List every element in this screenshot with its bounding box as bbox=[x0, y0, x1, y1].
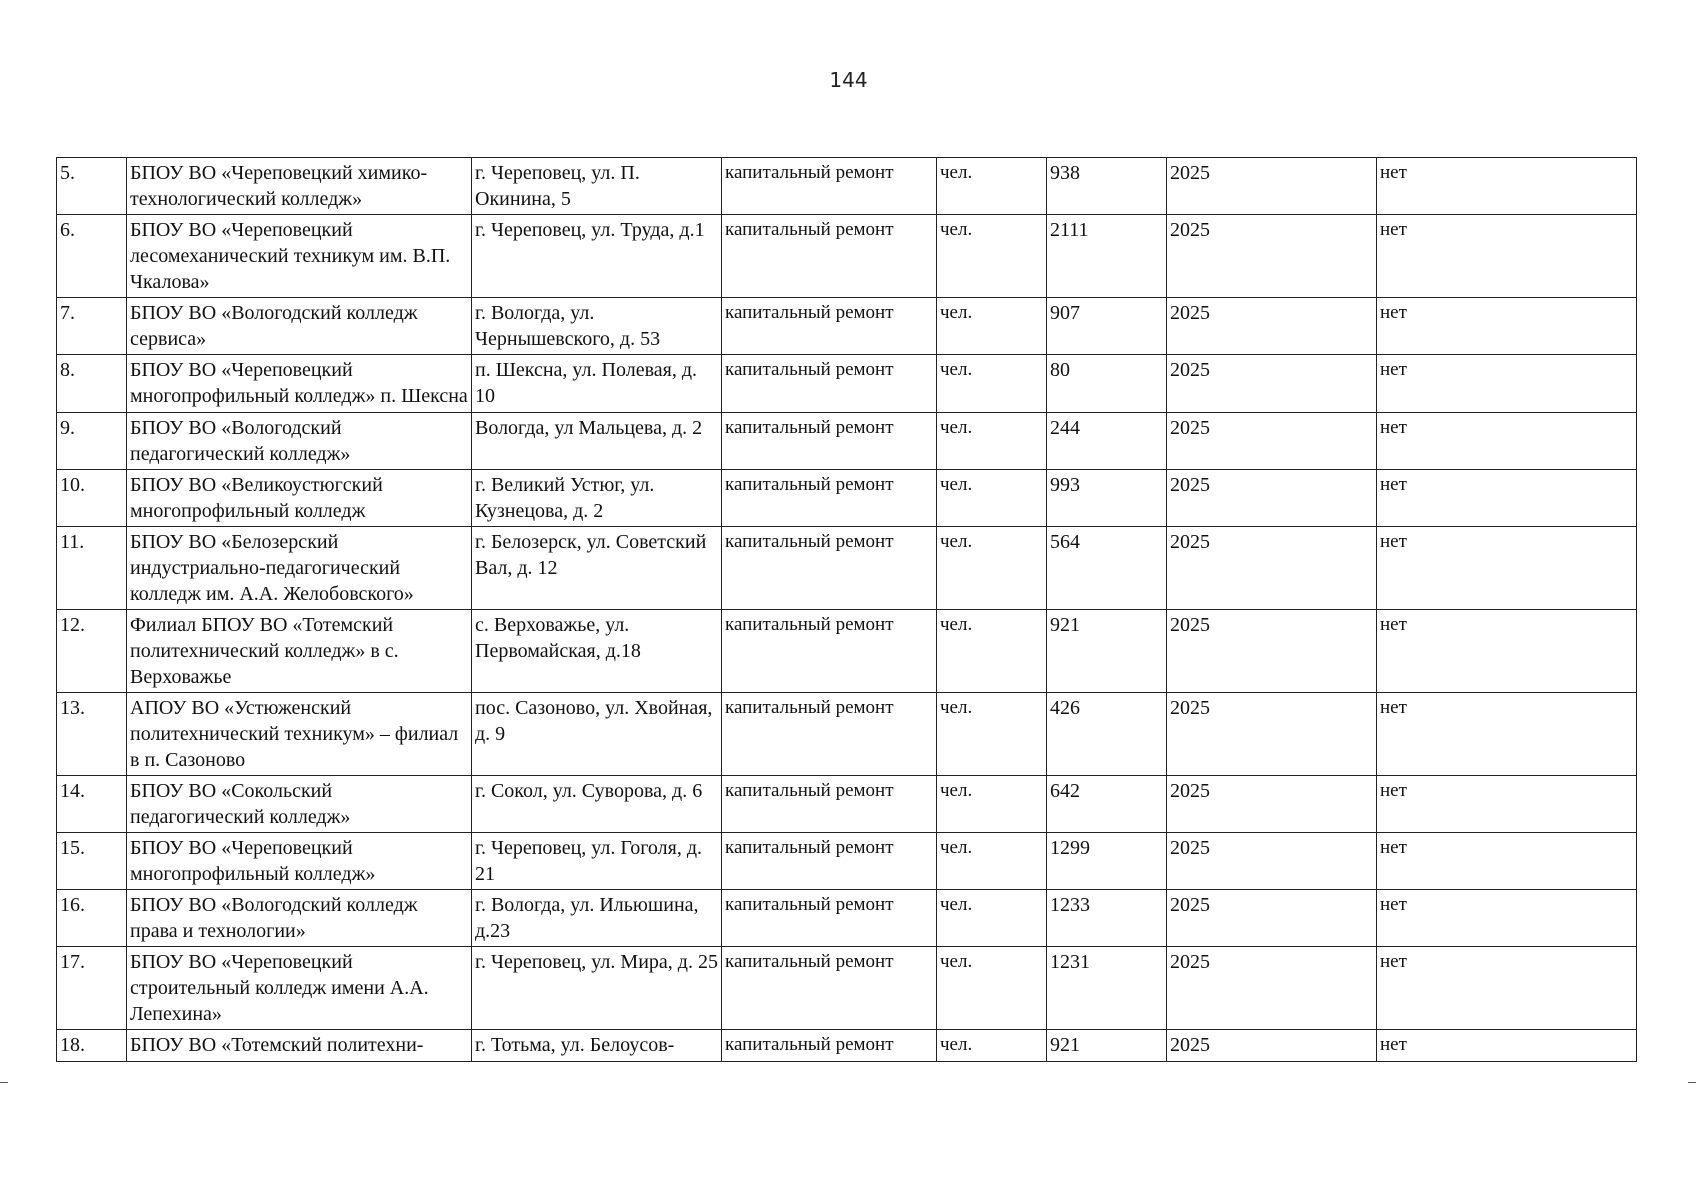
table-row bbox=[57, 833, 1637, 890]
table-row bbox=[57, 158, 1637, 215]
unit-cell: чел. bbox=[937, 413, 1047, 470]
row-number-cell: 14. bbox=[57, 776, 127, 833]
institution-name-cell: БПОУ ВО «Череповецкий строительный колледж имени А.А. Лепехина» bbox=[127, 947, 472, 1030]
work-type-cell: капитальный ремонт bbox=[722, 776, 937, 833]
flag-cell: нет bbox=[1377, 158, 1637, 215]
work-type-cell: капитальный ремонт bbox=[722, 890, 937, 947]
address-cell: г. Череповец, ул. П. Окинина, 5 bbox=[472, 158, 722, 215]
address-cell: Вологда, ул Мальцева, д. 2 bbox=[472, 413, 722, 470]
row-number-cell: 6. bbox=[57, 215, 127, 298]
value-cell: 80 bbox=[1047, 355, 1167, 413]
value-cell: 2111 bbox=[1047, 215, 1167, 298]
institution-name-cell: Филиал БПОУ ВО «Тотемский политехнический колледж» в с. Верховажье bbox=[127, 610, 472, 693]
year-cell: 2025 bbox=[1167, 776, 1377, 833]
flag-cell: нет bbox=[1377, 947, 1637, 1030]
year-cell: 2025 bbox=[1167, 470, 1377, 527]
institution-name-cell: БПОУ ВО «Череповецкий многопрофильный колледж» bbox=[127, 833, 472, 890]
unit-cell: чел. bbox=[937, 833, 1047, 890]
row-number-cell: 17. bbox=[57, 947, 127, 1030]
year-cell: 2025 bbox=[1167, 1030, 1377, 1062]
year-cell: 2025 bbox=[1167, 158, 1377, 215]
work-type-cell: капитальный ремонт bbox=[722, 527, 937, 610]
work-type-cell: капитальный ремонт bbox=[722, 215, 937, 298]
row-number-cell: 5. bbox=[57, 158, 127, 215]
unit-cell: чел. bbox=[937, 1030, 1047, 1062]
address-cell: г. Сокол, ул. Суворова, д. 6 bbox=[472, 776, 722, 833]
flag-cell: нет bbox=[1377, 1030, 1637, 1062]
flag-cell: нет bbox=[1377, 833, 1637, 890]
value-cell: 921 bbox=[1047, 1030, 1167, 1062]
work-type-cell: капитальный ремонт bbox=[722, 693, 937, 776]
work-type-cell: капитальный ремонт bbox=[722, 158, 937, 215]
flag-cell: нет bbox=[1377, 413, 1637, 470]
unit-cell: чел. bbox=[937, 158, 1047, 215]
value-cell: 1233 bbox=[1047, 890, 1167, 947]
flag-cell: нет bbox=[1377, 355, 1637, 413]
value-cell: 1299 bbox=[1047, 833, 1167, 890]
table-row bbox=[57, 470, 1637, 527]
flag-cell: нет bbox=[1377, 693, 1637, 776]
flag-cell: нет bbox=[1377, 776, 1637, 833]
year-cell: 2025 bbox=[1167, 947, 1377, 1030]
value-cell: 564 bbox=[1047, 527, 1167, 610]
work-type-cell: капитальный ремонт bbox=[722, 947, 937, 1030]
institution-name-cell: АПОУ ВО «Устюженский политехнический техникум» – филиал в п. Сазоново bbox=[127, 693, 472, 776]
year-cell: 2025 bbox=[1167, 298, 1377, 355]
work-type-cell: капитальный ремонт bbox=[722, 1030, 937, 1062]
unit-cell: чел. bbox=[937, 947, 1047, 1030]
value-cell: 938 bbox=[1047, 158, 1167, 215]
address-cell: г. Вологда, ул. Чернышевского, д. 53 bbox=[472, 298, 722, 355]
work-type-cell: капитальный ремонт bbox=[722, 610, 937, 693]
institution-name-cell: БПОУ ВО «Великоустюгский многопрофильный колледж bbox=[127, 470, 472, 527]
unit-cell: чел. bbox=[937, 610, 1047, 693]
value-cell: 244 bbox=[1047, 413, 1167, 470]
work-type-cell: капитальный ремонт bbox=[722, 355, 937, 413]
table-row bbox=[57, 776, 1637, 833]
work-type-cell: капитальный ремонт bbox=[722, 413, 937, 470]
register-body bbox=[57, 158, 1637, 1062]
table-row bbox=[57, 215, 1637, 298]
row-number-cell: 9. bbox=[57, 413, 127, 470]
unit-cell: чел. bbox=[937, 693, 1047, 776]
institution-name-cell: БПОУ ВО «Череповецкий многопрофильный колледж» п. Шексна bbox=[127, 355, 472, 413]
work-type-cell: капитальный ремонт bbox=[722, 470, 937, 527]
right-edge-mark bbox=[1688, 1082, 1696, 1083]
unit-cell: чел. bbox=[937, 527, 1047, 610]
year-cell: 2025 bbox=[1167, 215, 1377, 298]
address-cell: с. Верховажье, ул. Первомайская, д.18 bbox=[472, 610, 722, 693]
row-number-cell: 7. bbox=[57, 298, 127, 355]
table-row bbox=[57, 947, 1637, 1030]
table-row bbox=[57, 298, 1637, 355]
table-row bbox=[57, 1030, 1637, 1062]
address-cell: п. Шексна, ул. Полевая, д. 10 bbox=[472, 355, 722, 413]
work-type-cell: капитальный ремонт bbox=[722, 833, 937, 890]
value-cell: 426 bbox=[1047, 693, 1167, 776]
row-number-cell: 18. bbox=[57, 1030, 127, 1062]
row-number-cell: 8. bbox=[57, 355, 127, 413]
row-number-cell: 16. bbox=[57, 890, 127, 947]
flag-cell: нет bbox=[1377, 890, 1637, 947]
row-number-cell: 15. bbox=[57, 833, 127, 890]
institution-name-cell: БПОУ ВО «Череповецкий лесомеханический техникум им. В.П. Чкалова» bbox=[127, 215, 472, 298]
address-cell: г. Череповец, ул. Труда, д.1 bbox=[472, 215, 722, 298]
year-cell: 2025 bbox=[1167, 610, 1377, 693]
row-number-cell: 12. bbox=[57, 610, 127, 693]
table-row bbox=[57, 527, 1637, 610]
value-cell: 993 bbox=[1047, 470, 1167, 527]
table-row bbox=[57, 890, 1637, 947]
address-cell: г. Белозерск, ул. Советский Вал, д. 12 bbox=[472, 527, 722, 610]
flag-cell: нет bbox=[1377, 470, 1637, 527]
page-number: 144 bbox=[829, 68, 868, 92]
address-cell: г. Вологда, ул. Ильюшина, д.23 bbox=[472, 890, 722, 947]
flag-cell: нет bbox=[1377, 215, 1637, 298]
value-cell: 907 bbox=[1047, 298, 1167, 355]
table-row bbox=[57, 355, 1637, 413]
row-number-cell: 10. bbox=[57, 470, 127, 527]
address-cell: пос. Сазоново, ул. Хвойная, д. 9 bbox=[472, 693, 722, 776]
institution-name-cell: БПОУ ВО «Белозерский индустриально-педагогический колледж им. А.А. Желобовского» bbox=[127, 527, 472, 610]
table-row bbox=[57, 610, 1637, 693]
flag-cell: нет bbox=[1377, 610, 1637, 693]
unit-cell: чел. bbox=[937, 355, 1047, 413]
institution-name-cell: БПОУ ВО «Тотемский политехни- bbox=[127, 1030, 472, 1062]
unit-cell: чел. bbox=[937, 470, 1047, 527]
unit-cell: чел. bbox=[937, 776, 1047, 833]
unit-cell: чел. bbox=[937, 298, 1047, 355]
value-cell: 1231 bbox=[1047, 947, 1167, 1030]
left-edge-mark bbox=[0, 1082, 8, 1083]
table-row bbox=[57, 413, 1637, 470]
work-type-cell: капитальный ремонт bbox=[722, 298, 937, 355]
value-cell: 642 bbox=[1047, 776, 1167, 833]
row-number-cell: 11. bbox=[57, 527, 127, 610]
institution-name-cell: БПОУ ВО «Череповецкий химико-технологический колледж» bbox=[127, 158, 472, 215]
institution-name-cell: БПОУ ВО «Вологодский педагогический колледж» bbox=[127, 413, 472, 470]
institution-name-cell: БПОУ ВО «Вологодский колледж сервиса» bbox=[127, 298, 472, 355]
address-cell: г. Череповец, ул. Мира, д. 25 bbox=[472, 947, 722, 1030]
row-number-cell: 13. bbox=[57, 693, 127, 776]
flag-cell: нет bbox=[1377, 527, 1637, 610]
institution-name-cell: БПОУ ВО «Вологодский колледж права и технологии» bbox=[127, 890, 472, 947]
address-cell: г. Череповец, ул. Гоголя, д. 21 bbox=[472, 833, 722, 890]
register-table bbox=[56, 157, 1637, 1062]
year-cell: 2025 bbox=[1167, 355, 1377, 413]
year-cell: 2025 bbox=[1167, 413, 1377, 470]
address-cell: г. Великий Устюг, ул. Кузнецова, д. 2 bbox=[472, 470, 722, 527]
unit-cell: чел. bbox=[937, 890, 1047, 947]
year-cell: 2025 bbox=[1167, 693, 1377, 776]
year-cell: 2025 bbox=[1167, 890, 1377, 947]
value-cell: 921 bbox=[1047, 610, 1167, 693]
year-cell: 2025 bbox=[1167, 527, 1377, 610]
unit-cell: чел. bbox=[937, 215, 1047, 298]
institution-name-cell: БПОУ ВО «Сокольский педагогический колледж» bbox=[127, 776, 472, 833]
address-cell: г. Тотьма, ул. Белоусов- bbox=[472, 1030, 722, 1062]
flag-cell: нет bbox=[1377, 298, 1637, 355]
year-cell: 2025 bbox=[1167, 833, 1377, 890]
table-row bbox=[57, 693, 1637, 776]
